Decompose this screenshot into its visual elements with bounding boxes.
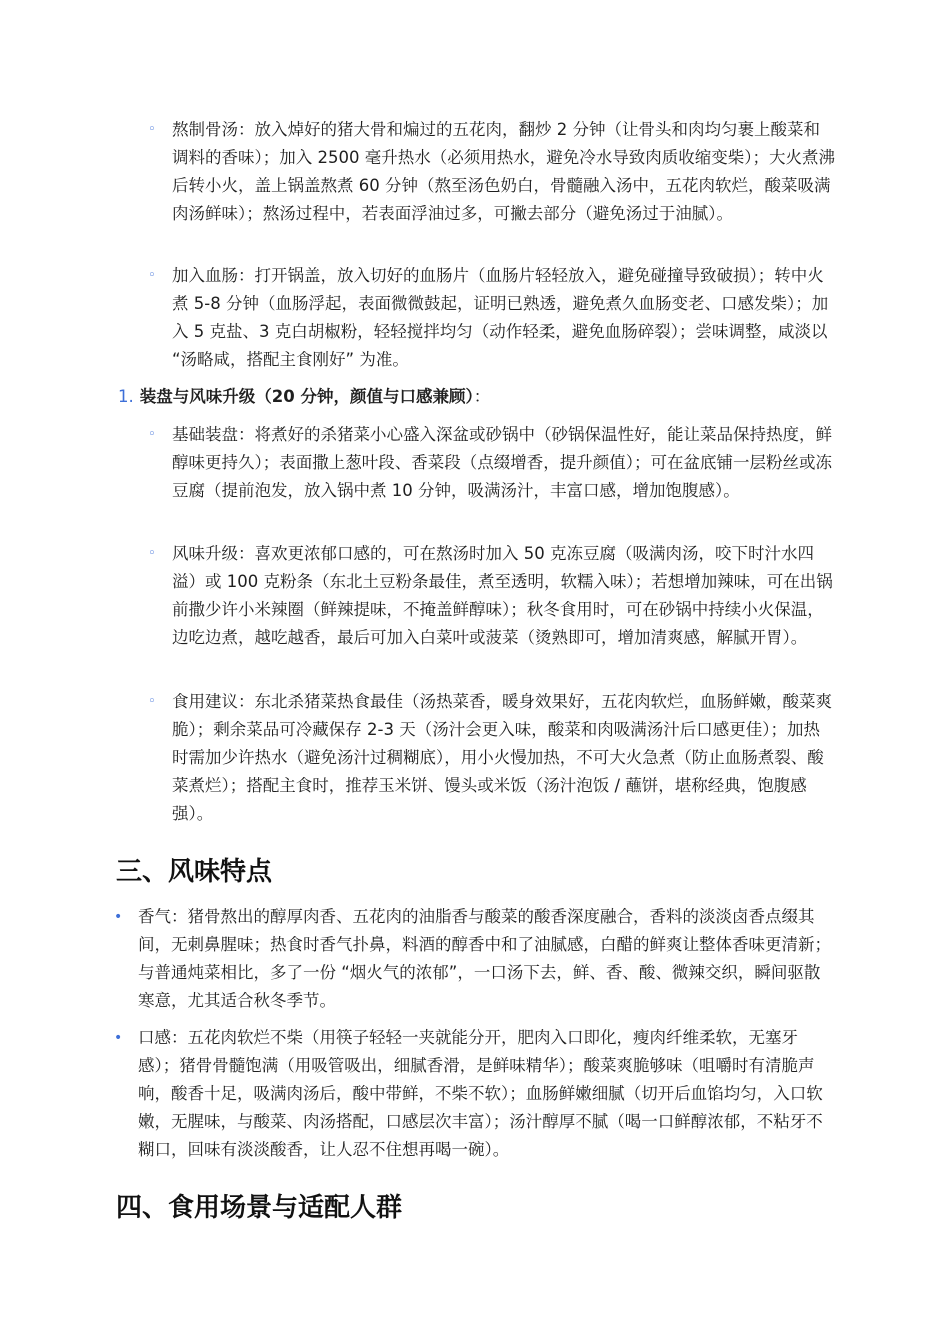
list-item <box>148 116 836 228</box>
list-item-text: 口感：五花肉软烂不柴（用筷子轻轻一夹就能分开，肥肉入口即化，瘦肉纤维柔软，无塞牙感）；猪骨骨髓饱满（用吸管吸出，细腻香滑，是鲜味精华）；酸菜爽脆够味（咀嚼时有清脆声响，酸香十足，吸满肉汤后，酸中带鲜，不柴不软）；血肠鲜嫩细腻（切开后血馅均匀，入口软嫩，无腥味，与酸菜、肉汤搭配，口感层次丰富）；汤汁醇厚不腻（喝一口鲜醇浓郁，不粘牙不糊口，回味有淡淡酸香，让人忍不住想再喝一碗）。 <box>138 1028 823 1159</box>
list-item-text: 风味升级：喜欢更浓郁口感的，可在熬汤时加入 50 克冻豆腐（吸满肉汤，咬下时汁水四溢）或 100 克粉条（东北土豆粉条最佳，煮至透明，软糯入味）；若想增加辣味，可在出锅前撒少许小米辣圈（鲜辣提味，不掩盖鲜醇味）；秋冬食用时，可在砂锅中持续小火保温，边吃边煮，越吃越香，最后可加入白菜叶或菠菜（烫熟即可，增加清爽感，解腻开胃）。 <box>172 544 833 647</box>
hollow-bullet-icon: ◦ <box>148 546 156 561</box>
list-item <box>148 540 836 652</box>
hollow-bullet-icon: ◦ <box>148 268 156 283</box>
step-number: 1. <box>118 387 134 406</box>
list-item-text: 熬制骨汤：放入焯好的猪大骨和煸过的五花肉，翻炒 2 分钟（让骨头和肉均匀裹上酸菜和调料的香味）；加入 2500 毫升热水（必须用热水，避免冷水导致肉质收缩变柴）；大火煮沸后转小火，盖上锅盖熬煮 60 分钟（熬至汤色奶白，骨髓融入汤中，五花肉软烂，酸菜吸满肉汤鲜味）；熬汤过程中，若表面浮油过多，可撇去部分（避免汤过于油腻）。 <box>172 120 835 223</box>
hollow-bullet-icon: ◦ <box>148 122 156 137</box>
section-heading: 四、食用场景与适配人群 <box>116 1193 403 1223</box>
list-item-text: 食用建议：东北杀猪菜热食最佳（汤热菜香，暖身效果好，五花肉软烂，血肠鲜嫩，酸菜爽脆）；剩余菜品可冷藏保存 2-3 天（汤汁会更入味，酸菜和肉吸满汤汁后口感更佳）；加热时需加少许热水（避免汤汁过稠糊底），用小火慢加热，不可大火急煮（防止血肠煮裂、酸菜煮烂）；搭配主食时，推荐玉米饼、馒头或米饭（汤汁泡饭 / 蘸饼，堪称经典，饱腹感强）。 <box>172 692 832 823</box>
hollow-bullet-icon: ◦ <box>148 694 156 709</box>
list-item-text: 香气：猪骨熬出的醇厚肉香、五花肉的油脂香与酸菜的酸香深度融合，香料的淡淡卤香点缀其间，无刺鼻腥味；热食时香气扑鼻，料酒的醇香中和了油腻感，白醋的鲜爽让整体香味更清新；与普通炖菜相比，多了一份 “烟火气的浓郁”，一口汤下去，鲜、香、酸、微辣交织，瞬间驱散寒意，尤其适合秋冬季节。 <box>138 907 831 1010</box>
list-item <box>148 262 836 374</box>
step-colon: ： <box>473 387 491 406</box>
bullet-icon: • <box>114 909 123 925</box>
bullet-icon: • <box>114 1030 123 1046</box>
numbered-step <box>118 383 838 411</box>
section-heading: 三、风味特点 <box>116 857 273 887</box>
list-item <box>114 903 834 1015</box>
list-item <box>148 421 836 505</box>
list-item <box>148 688 836 828</box>
list-item-text: 基础装盘：将煮好的杀猪菜小心盛入深盆或砂锅中（砂锅保温性好，能让菜品保持热度，鲜醇味更持久）；表面撒上葱叶段、香菜段（点缀增香，提升颜值）；可在盆底铺一层粉丝或冻豆腐（提前泡发，放入锅中煮 10 分钟，吸满汤汁，丰富口感，增加饱腹感）。 <box>172 425 832 500</box>
hollow-bullet-icon: ◦ <box>148 427 156 442</box>
list-item <box>114 1024 834 1164</box>
list-item-text: 加入血肠：打开锅盖，放入切好的血肠片（血肠片轻轻放入，避免碰撞导致破损）；转中火煮 5-8 分钟（血肠浮起，表面微微鼓起，证明已熟透，避免煮久血肠变老、口感发柴）；加入 5 克盐、3 克白胡椒粉，轻轻搅拌均匀（动作轻柔，避免血肠碎裂）；尝味调整，咸淡以 “汤略咸，搭配主食刚好” 为准。 <box>172 266 829 369</box>
step-title: 装盘与风味升级（20 分钟，颜值与口感兼顾） <box>139 387 474 406</box>
